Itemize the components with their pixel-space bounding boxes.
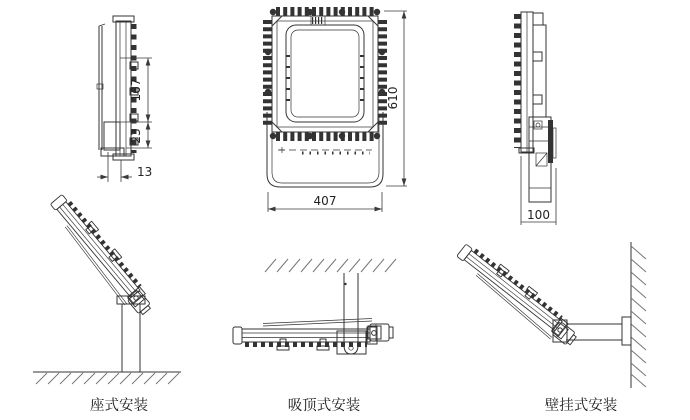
caption-seat-mount: 座式安装 [90, 398, 148, 414]
floodlight-tilted [44, 191, 158, 320]
seat-mount-figure [33, 191, 181, 384]
dim-label-167: 167 [129, 78, 143, 102]
floodlight-wall-tilted [452, 240, 583, 351]
dim-label-407: 407 [313, 194, 337, 208]
glass-window [286, 25, 364, 122]
ceiling-mount-figure [233, 259, 396, 354]
dimension-610 [384, 11, 407, 186]
dim-label-13: 13 [137, 165, 153, 179]
ceiling-hatch [265, 259, 396, 272]
dim-label-23: 23 [129, 128, 143, 144]
floodlight-horizontal [233, 319, 393, 351]
caption-ceiling-mount: 吸顶式安装 [287, 398, 361, 414]
frame-bolts [265, 9, 385, 139]
ground-hatch [33, 372, 181, 384]
dimension-23 [126, 122, 152, 148]
dimension-167 [105, 58, 152, 122]
mounting-pole [117, 296, 145, 372]
front-view [265, 9, 407, 212]
right-side-view [518, 12, 557, 225]
wall-hatch [631, 242, 646, 388]
dim-label-610: 610 [386, 86, 400, 110]
dimension-407 [268, 192, 382, 212]
wall-mount-figure [452, 240, 646, 388]
junction-box [529, 117, 551, 202]
caption-wall-mount: 壁挂式安装 [544, 398, 618, 414]
dim-label-100: 100 [527, 208, 550, 222]
left-side-view [97, 16, 152, 182]
